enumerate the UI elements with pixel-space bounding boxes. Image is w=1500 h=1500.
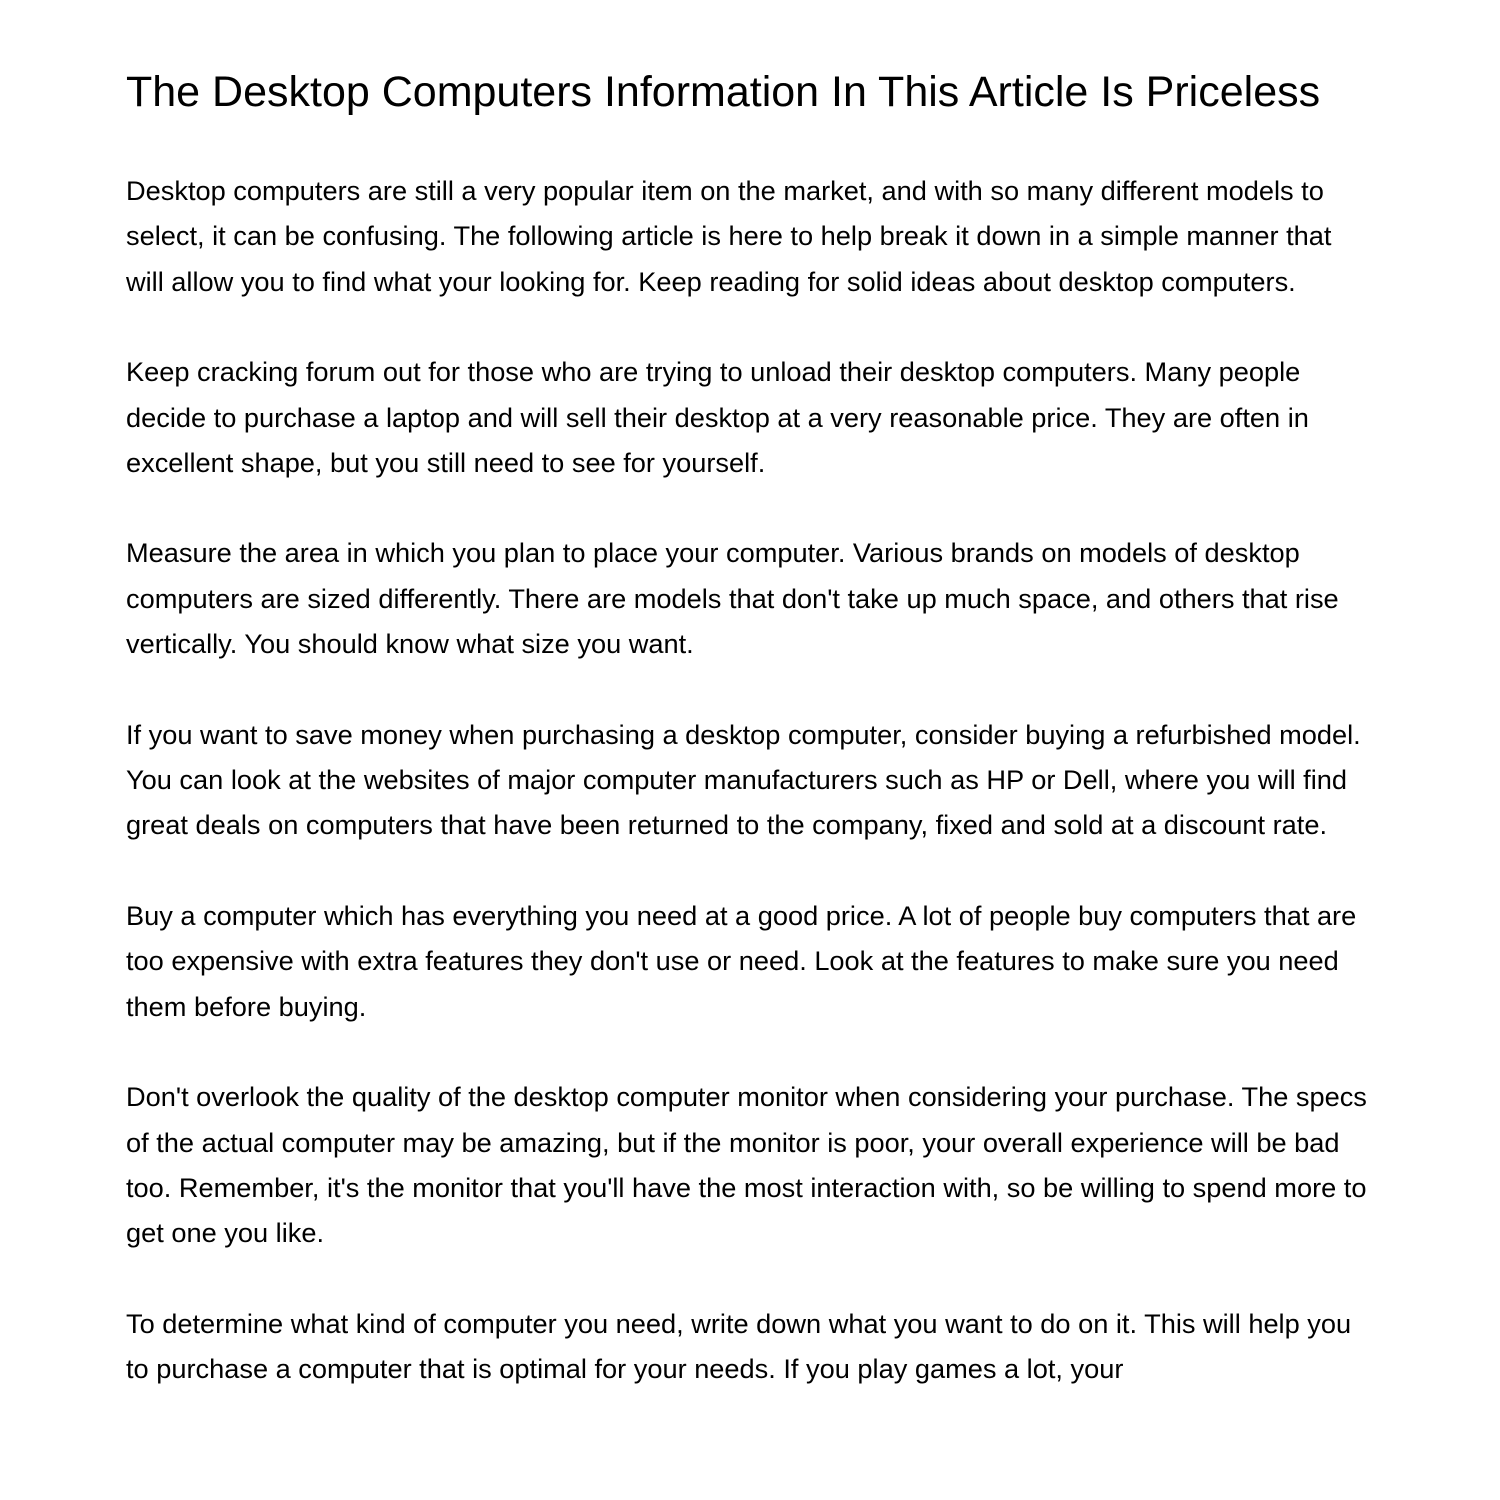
page-title: The Desktop Computers Information In This Article Is Priceless xyxy=(126,68,1321,116)
paragraph: Buy a computer which has everything you need at a good price. A lot of people buy computers that are too expensive with extra features they don't use or need. Look at the features to make sure you need them before buying. xyxy=(126,899,1357,1022)
article-content xyxy=(126,70,1376,1437)
paragraph: If you want to save money when purchasing a desktop computer, consider buying a refurbished model. You can look at the websites of major computer manufacturers such as HP or Dell, where you will find great deals on computers that have been returned to the company, fixed and sold at a discount rate. xyxy=(126,718,1361,841)
article-body xyxy=(126,168,1376,1392)
paragraph: To determine what kind of computer you need, write down what you want to do on it. This will help you to purchase a computer that is optimal for your needs. If you play games a lot, your xyxy=(126,1307,1352,1385)
paragraph: Keep cracking forum out for those who are trying to unload their desktop computers. Many people decide to purchase a laptop and will sell their desktop at a very reasonable price. They are often in excellent shape, but you still need to see for yourself. xyxy=(126,356,1309,479)
paragraph: Measure the area in which you plan to place your computer. Various brands on models of desktop computers are sized differently. There are models that don't take up much space, and others that rise vertically. You should know what size you want. xyxy=(126,537,1339,660)
paragraph: Don't overlook the quality of the desktop computer monitor when considering your purchase. The specs of the actual computer may be amazing, but if the monitor is poor, your overall experience will be bad too. Remember, it's the monitor that you'll have the most interaction with, so be willing to spend more to get one you like. xyxy=(126,1081,1367,1249)
paragraph: Desktop computers are still a very popular item on the market, and with so many different models to select, it can be confusing. The following article is here to help break it down in a simple manner that will allow you to find what your looking for. Keep reading for solid ideas about desktop computers. xyxy=(126,175,1332,297)
